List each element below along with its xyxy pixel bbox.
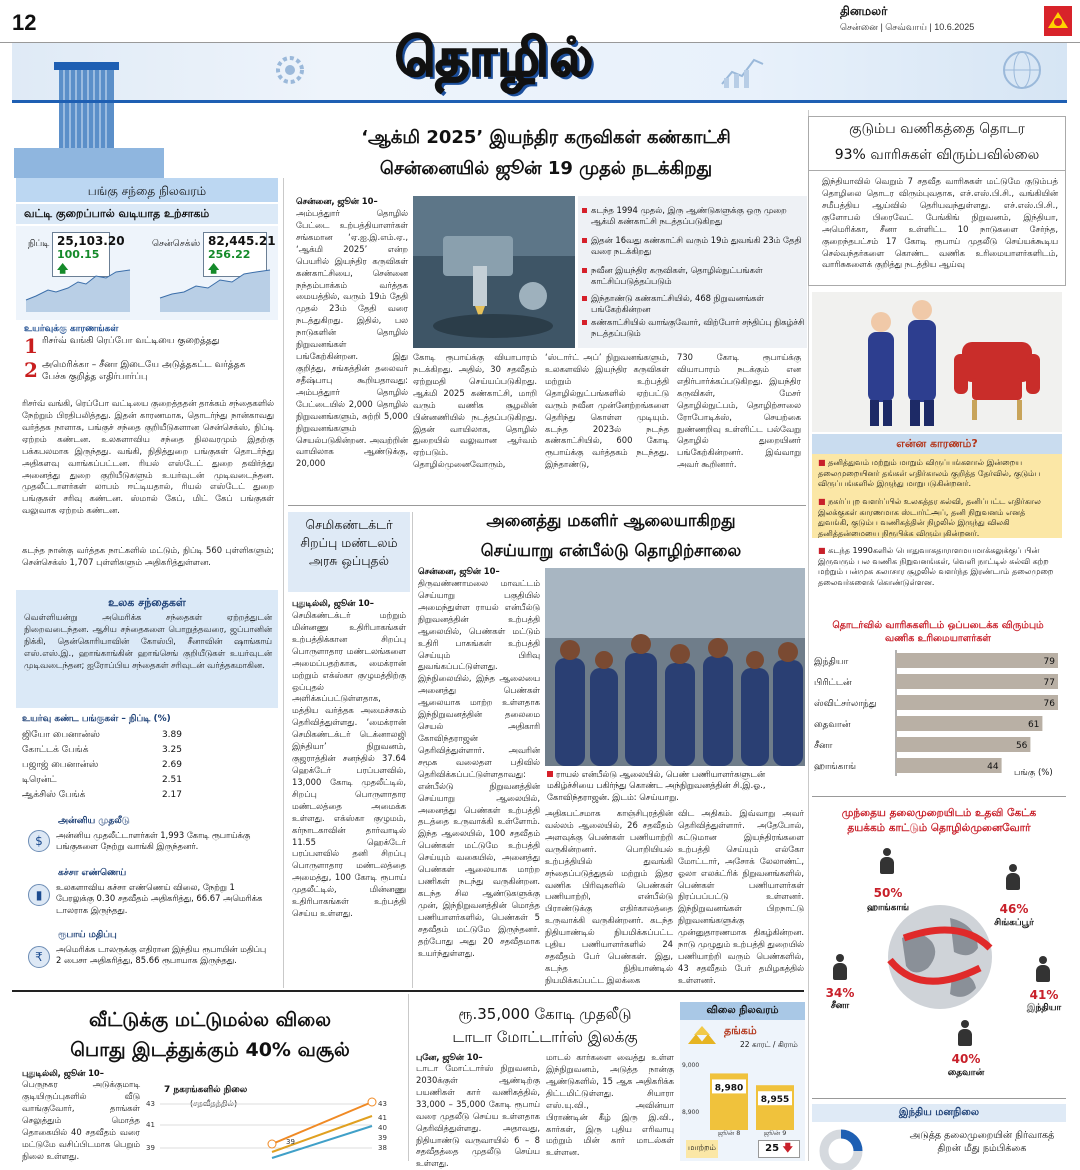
globe-arrows-illustration — [880, 898, 1000, 1016]
gold-value: 8,980 — [714, 1083, 744, 1094]
gold-unit: 22 காரட் / கிராம் — [740, 1040, 798, 1049]
sensex-label: சென்செக்ஸ் — [152, 239, 201, 249]
acme-headline: ‘ஆக்மி 2025’ இயந்திர கருவிகள் கண்காட்சி — [361, 127, 731, 148]
table-row: ஆக்சிஸ் பேங்க் 2.17 — [22, 790, 182, 800]
fii-title: அன்னிய முதலீடு — [58, 816, 130, 826]
sensex-value: 82,445.21 — [208, 234, 276, 248]
section-rule — [12, 990, 804, 992]
fact-item: கண்காட்சியில் வாங்குவோர், விற்போர் சந்திப்பு நிகழ்ச்சி நடத்தப்படும் — [582, 317, 807, 340]
semicon-headline: செமிகண்டக்டர் சிறப்பு மண்டலம் அரசு ஒப்புதல் — [300, 517, 398, 569]
sensex-change: 256.22 🡅 — [208, 248, 251, 275]
reasons-title: உயர்வுக்கு காரணங்கள் — [24, 324, 119, 334]
person-icon — [958, 1020, 972, 1046]
table-row: பஜாஜ் பைனான்ஸ் 2.69 — [22, 760, 182, 770]
nifty-value: 25,103.20 — [57, 234, 125, 248]
women-col-2: அதிகபட்சமாக காஞ்சிபுரத்தின் வல்லம் ஆலையில், 26 சதவீதம் அளவுக்கு பெண்கள் பணியாற்றி வருகின்றனர். பொறியியல் உற்பத்தியில் துவங்கி சந்தைப்படுத்துதல் மற்றும் இதர வணிக பிரிவுகளில் பெண்கள் பணியாற்றி, என்பீல்டு பிராண்டுக்கு எதிர்காலத்தை உருவாக்கி வருகின்றனர். கடந்த நிதியாண்டில் நியமிக்கப்பட்ட புதிய பணியாளர்களில் 24 சதவீதம் பேர் பெண்கள். இது, கடந்த நிதியாண்டில் நியமிக்கப்பட்ட இலக்கை — [545, 808, 673, 985]
fact-item: இந்தாண்டு கண்காட்சியில், 468 நிறுவனங்கள் பங்கேற்கின்றன — [582, 293, 807, 316]
oil-text: உலகளாவிய கச்சா எண்ணெய் விலை, நேற்று 1 பேரலுக்கு 0.30 சதவீதம் அதிகரித்து, 66.67 அமெரிக்க டாலராக இருந்தது. — [56, 882, 263, 915]
reason-item: ■ நகர்ப்புற வளர்ப்பில் உலகத்தர கல்வி, தனிப்பட்ட எதிர்கால இலக்குகள் காரணமாக ஸ்டார்ட்அப், தனி நிறுவனம் எனத் துவங்கி, குடும்ப வணிகத்தின் நிழலில் இருந்து விலகி தனித்தன்மையை நிரூபிக்க விரும்புகின்றனர். — [818, 497, 1041, 538]
svg-text:39: 39 — [286, 1138, 295, 1146]
nifty-change: 100.15 🡅 — [57, 248, 100, 275]
svg-text:39: 39 — [378, 1134, 387, 1142]
plots-chart-title: 7 நகரங்களில் நிலை — [164, 1085, 248, 1095]
down-arrow-icon: 🡇 — [782, 1143, 793, 1154]
family-body: இந்தியாவில் வெறும் 7 சதவீத வாரிசுகள் மட்டுமே குடும்பத் தொழிலை தொடர விரும்புவதாக, எச்.எஸ்.பி.சி., வங்கியின் சமீபத்திய ஆய்வில் தெரியவந்துள்ளது. எச்.எஸ்.பி.சி., குளோபல் பிரைவேட் பேங்கிங் நிறுவனம், இந்தியா, அமெரிக்கா, சீனா உள்ளிட்ட 10 நாடுகளை சேர்ந்த, குறைந்தபட்சம் 17 கோடி ரூபாய் முதலீடு செய்யக்கூடிய செல்வந்தர்களை கொண்ட வணிக உரிமையாளர்களிடம், வாரிசுகளைக் குறித்து நடத்திய ஆய்வு — [822, 176, 1058, 270]
oil-title: கச்சா எண்ணெய் — [58, 868, 127, 878]
value-label: 61 — [1027, 720, 1040, 730]
ask-headline: முந்தைய தலைமுறையிடம் உதவி கேட்க — [841, 807, 1037, 819]
category-label: இந்தியா — [814, 657, 849, 667]
tata-headline: ரூ.35,000 கோடி முதலீடு — [458, 1005, 632, 1023]
bar — [896, 716, 1042, 731]
acme-headline-2: சென்னையில் ஜூன் 19 முதல் நடக்கிறது — [379, 158, 713, 179]
fii-text: அன்னிய முதலீட்டாளர்கள் 1,993 கோடி ரூபாய்க்கு பங்குகளை நேற்று வாங்கி இருந்தனர். — [56, 830, 251, 852]
nifty-label: நிப்டி — [28, 239, 50, 249]
acme-dateline: சென்னை, ஜூன் 10– — [296, 196, 378, 206]
ask-headline-2: தயக்கம் காட்டும் தொழில்முனைவோர் — [847, 822, 1031, 834]
country-label: தைவான் — [947, 1068, 985, 1078]
svg-text:41: 41 — [146, 1121, 155, 1129]
country-label: இந்தியா — [1026, 1003, 1062, 1013]
reason-text: அமெரிக்கா – சீனா இடையே அடுத்தகட்ட வர்த்தக பேச்சு குறித்த எதிர்பார்ப்பு — [42, 360, 246, 383]
percent-label: 34% — [825, 986, 855, 1000]
bar — [896, 758, 1002, 773]
value-label: 79 — [1043, 657, 1055, 667]
acme-col-3: ‘ஸ்டார்ட் அப்’ நிறுவனங்களும், உலகளவில் இயந்திர கருவிகள் மற்றும் உற்பத்தி தொழில்நுட்பங்களில் ஏற்பட்டு வரும் நவீன முன்னேற்றங்களை தெரிந்து கொள்ள முடியும். கடந்த 2023ல் நடந்த கண்காட்சியில், 600 கோடி ரூபாய்க்கு வர்த்தகம் நடந்தது. இந்தாண்டு, — [545, 352, 669, 470]
acme-col-1: அம்பத்துார் தொழில் பேட்டை உற்பத்தியாளர்கள் சங்கமான ‘ஏ.ஐ.இ.எம்.ஏ., ‘ஆக்மி 2025’ என்ற பெயரில் இயந்திர கருவிகள் கண்காட்சியை, சென்னை நந்தம்பாக்கம் வர்த்தக மையத்தில், வரும் 19ம் தேதி முதல் 23ம் தேதி வரை நடத்துகிறது. இதில், பல நாடுகளின் தொழில் நிறுவனங்கள் பங்கேற்கின்றன. இது குறித்து, சங்கத்தின் தலைவர் சதீஷ்பாபு கூறியதாவது: அம்பத்துார் தொழில் பேட்டையில் 2,000 தொழில் நிறுவனங்களும், சுற்றி 5,000 நிறுவனங்களும் செயல்படுகின்றன. அவற்றின் வாயிலாக ஆண்டுக்கு, 20,000 — [296, 208, 408, 469]
family-headline-2: 93% வாரிசுகள் விரும்பவில்லை — [834, 147, 1040, 163]
reason-item: ■ தனித்துவம் மற்றும் மாறும் விருப்பங்களால் இன்றைய தலைமுறையினர் தங்கள் எதிர்காலம் குறித்த தேர்வில், குடும்ப விருப்பங்களில் இருந்து மாறுபடுகின்றனர். — [818, 458, 1041, 489]
tata-dateline: புனே, ஜூன் 10– — [416, 1052, 483, 1062]
category-label: சீனா — [814, 741, 833, 751]
plots-headline: வீட்டுக்கு மட்டுமல்ல விலை — [89, 1009, 331, 1031]
day-label: ஜூன் 9 — [763, 1129, 787, 1137]
banner-rule — [12, 100, 1067, 103]
globe-icon — [1000, 48, 1044, 92]
mind-title: இந்திய மனநிலை — [812, 1104, 1066, 1122]
rupee-text: அமெரிக்க டாலருக்கு எதிரான இந்திய ரூபாயின் மதிப்பு 2 பைசா அதிகரித்து, 85.66 ரூபாயாக இருந்தது. — [56, 944, 267, 966]
up-arrow-icon: 🡅 — [57, 261, 69, 275]
page-number: 12 — [12, 10, 37, 35]
chart-icon — [720, 50, 765, 90]
percent-label: 50% — [873, 886, 903, 900]
gold-value: 8,955 — [760, 1095, 790, 1106]
up-arrow-icon: 🡅 — [208, 261, 220, 275]
tata-col-1: டாடா மோட்டார்ஸ் நிறுவனம், 2030க்குள் ஆண்டிற்கு பயணிகள் கார் வணிகத்தில், 33,000 – 35,000 கோடி ரூபாய் வரை முதலீடு செய்ய உள்ளதாக தெரிவித்துள்ளது. அதாவது, நிதியாண்டு வருவாயில் 6 – 8 சதவீதத்தை முதலீடு செய்ய உள்ளது. — [416, 1063, 540, 1169]
fact-item: நவீன இயந்திர கருவிகள், தொழில்நுட்பங்கள் காட்சிப்படுத்தப்படும் — [582, 265, 807, 288]
oil-barrel-icon: ▮ — [28, 884, 50, 906]
factory-workers-photo — [545, 568, 805, 766]
gear-icon — [270, 50, 310, 90]
percent-label: 41% — [1029, 988, 1059, 1002]
value-label: 44 — [987, 762, 999, 772]
category-label: ஹாங்காங் — [814, 762, 856, 772]
money-icon: $ — [28, 830, 50, 852]
tata-col-2: மாடல் கார்களை வைத்து உள்ள இந்நிறுவனம், அடுத்த நான்கு ஆண்டுகளில், 15 ஆக அதிகரிக்க திட்டமிட்டுள்ளது. சியாரா எஸ்.யு.வி., அவின்யா பிராண்டின் கீழ் இரு இ.வி., கார்கள், இரு புதிய எரிவாயு மற்றும் மின் கார் மாடல்கள் உள்ளன. — [546, 1052, 674, 1158]
gold-change: 25 🡇 — [758, 1140, 800, 1158]
stock-exchange-building-icon — [14, 58, 164, 178]
market-body-2: கடந்த நான்கு வர்த்தக நாட்களில் மட்டும், நிப்டி 560 புள்ளிகளும்; சென்செக்ஸ் 1,707 புள்ளிகளும் அதிகரித்துள்ளன. — [22, 545, 274, 567]
svg-text:43: 43 — [378, 1100, 387, 1108]
bar — [896, 653, 1058, 668]
succession-bar-chart — [812, 650, 1064, 784]
market-subtitle: வட்டி குறைப்பால் வடியாத உற்சாகம் — [16, 204, 278, 224]
plots-chart-subtitle: (சதவீதத்தில்) — [190, 1099, 238, 1108]
percent-label: 40% — [951, 1052, 981, 1066]
svg-text:40: 40 — [378, 1124, 387, 1132]
photo-caption: ராயல் என்பீல்டு ஆலையில், பெண் பணியாளர்களுடன் மகிழ்ச்சியை பகிர்ந்து கொண்ட அந்நிறுவனத்தின் சி.இ.ஓ., கோவிந்தராஜன். இடம்: செய்யாறு. — [547, 769, 766, 802]
fact-item: இதன் 16வது கண்காட்சி வரும் 19ம் துவங்கி 23ம் தேதி வரை நடக்கிறது — [582, 235, 807, 258]
reason-text: ரிசர்வ் வங்கி ரெப்போ வட்டியை குறைத்தது — [42, 336, 220, 346]
chart-unit: பங்கு (%) — [1014, 768, 1053, 778]
category-label: தைவான் — [814, 720, 851, 730]
machine-tool-photo — [413, 196, 575, 348]
gold-bar-chart — [680, 1056, 805, 1136]
family-note: ■ கடந்த 1990களில் பொதுவாகதாராளமயமாக்கலுக்குப் பின் இருவரும் பல வணிக நிறுவனங்கள், வெளி நாட்டில் கல்வி கற்ற மற்றும் பன்முக கலாசார சூழலில் வளர்ந்த இரண்டாம் தலைமுறை தலைவர்களைக் கொண்டுள்ளன. — [818, 546, 1054, 587]
category-label: ஸ்விட்சர்லாந்து — [814, 699, 877, 709]
person-icon — [833, 954, 847, 980]
donut-icon — [818, 1128, 864, 1161]
day-label: ஜூன் 8 — [717, 1129, 741, 1137]
rupee-icon: ₹ — [28, 946, 50, 968]
table-row: ஜியோ பைனான்ஸ் 3.89 — [22, 730, 182, 740]
gold-bars-icon — [686, 1024, 720, 1046]
svg-text:41: 41 — [378, 1114, 387, 1122]
plots-headline-2: பொது இடத்துக்கும் 40% வசூல் — [70, 1039, 350, 1061]
percent-label: 46% — [999, 902, 1029, 916]
country-label: சிங்கப்பூர் — [994, 918, 1034, 928]
section-title: தொழில் — [395, 28, 594, 88]
plots-body: பெருநகர அடுக்குமாடி குடியிருப்புகளில் வீடு வாங்குவோர், தாங்கள் செலுத்தும் மொத்த தொகையில் 40 சதவீதம் வரை மட்டுமே வசிப்பிடமாக பெறும் நிலை உள்ளது. — [22, 1079, 140, 1161]
rupee-title: ரூபாய் மதிப்பு — [58, 930, 117, 940]
person-icon — [1036, 956, 1050, 982]
gold-label: தங்கம் — [724, 1024, 757, 1037]
business-family-illustration — [812, 292, 1062, 432]
reason-heading: என்ன காரணம்? — [812, 434, 1062, 454]
sensex-sparkline — [160, 262, 270, 312]
table-row: டிரென்ட் 2.51 — [22, 775, 182, 785]
table-row: கோட்டக் பேங்க் 3.25 — [22, 745, 182, 755]
value-label: 76 — [1043, 699, 1055, 709]
women-col-3: விட அதிகம். இவ்வாறு அவர் தெரிவித்துள்ளார். அதேபோல், கட்டுமான இயந்திரங்களை உற்பத்தி செய்யும் எல்கோ மோட்டார், அசோக் லேலாண்ட், ஓலா எலக்ட்ரிக் நிறுவனங்களில், பெண்கள் பணியாளர்கள் நிரப்பப்பட்டு உள்ளனர். இந்நிறுவனங்கள் பிறநாட்டு நிறுவனங்களுக்கு முன்னுதாரணமாக திகழ்கின்றன. நாடு முழுதும் உற்பத்தி துறையில் பணியாற்றி வரும் பெண்களில், 43 சதவீதம் பேர் தமிழகத்தில் உள்ளனர். — [678, 808, 804, 985]
caption-marker-icon — [547, 771, 553, 777]
acme-col-2: கோடி ரூபாய்க்கு வியாபாரம் நடக்கிறது. அதில், 30 சதவீதம் ஏற்றுமதி செய்யப்படுகிறது. ஆக்மி 2025 கண்காட்சி, மாறி வரும் வணிக சூழலின் பின்னணியில் நடத்தப்படுகிறது. இதன் வாயிலாக, தொழில் துறையில் வலுவான ஆர்வம் ஏற்படும். தொழில்முனைவோரும், — [413, 352, 537, 470]
reason-number: 2 — [24, 358, 38, 382]
tick-label: 8,900 — [682, 1109, 700, 1117]
svg-text:43: 43 — [146, 1100, 155, 1108]
women-headline-2: செய்யாறு என்பீல்டு தொழிற்சாலை — [480, 541, 742, 560]
category-label: பிரிட்டன் — [814, 678, 852, 688]
women-dateline: சென்னை, ஜூன் 10– — [418, 566, 500, 576]
world-body: வெள்ளியன்று அமெரிக்க சந்தைகள் ஏற்றத்துடன் நிறைவடைந்தன. ஆசிய சந்தைகளை பொறுத்தவரை, ஜப்பானின் நிக்கி, தென்கொரியாவின் கோஸ்பி, சீனாவின் ஷாங்காய் எஸ்.எஸ்.இ., ஹாங்காங்கின் ஹாங்செங் குறியீடுகள் உயர்வுடன் முடிவடைந்தன; ஐரோப்பிய சந்தைகள் சரிவுடன் வர்த்தகமாகின. — [24, 612, 272, 670]
change-label: மாற்றம் — [686, 1140, 718, 1158]
logo-icon — [1044, 6, 1072, 36]
svg-text:38: 38 — [378, 1144, 387, 1152]
bar — [896, 695, 1058, 710]
women-col-1: திருவண்ணாமலை மாவட்டம் செய்யாறு பகுதியில் அமைந்துள்ள ராயல் என்பீல்டு நிறுவனத்தின் உற்பத்தி ஆலையில், பெண்கள் மட்டும் உதிரி பாகங்கள் உற்பத்தி செய்யும் பிரிவு துவங்கப்பட்டுள்ளது. இந்நிலையில், இந்த ஆலையை அனைத்து பெண்கள் ஆலையாக மாற்ற உள்ளதாக இந்நிறுவனத்தின் தலைமை செயல் அதிகாரி கோவிந்தராஜன் தெரிவித்துள்ளார். அவரின் சமூக வலைதள பதிவில் தெரிவிக்கப்பட்டுள்ளதாவது: என்பீல்டு நிறுவனத்தின் செய்யாறு ஆலையில், அனைத்து பெண்கள் உற்பத்தி தடத்தை உருவாக்கி உள்ளோம். இந்த ஆலையில், 100 சதவீதம் பெண்கள் மட்டுமே உற்பத்தி செய்யும் வகையில், அனைத்து பெண்கள் ஆலையாக மாற்ற பணிகள் நடந்து வருகின்றன. கடந்த சில ஆண்டுகளுக்கு முன், இந்நிறுவனத்தின் மொத்த பணியாளர்களில், பெண்கள் 5 சதவீதம் மட்டுமே இருந்தனர். தற்போது அது 20 சதவீதமாக உயர்ந்துள்ளது. — [418, 578, 540, 958]
value-label: 77 — [1043, 678, 1055, 688]
dateline: சென்னை | செவ்வாய் | 10.6.2025 — [840, 22, 975, 32]
nifty-sparkline — [26, 262, 130, 312]
market-body: ரிசர்வ் வங்கி, ரெப்போ வட்டியை குறைத்ததன் தாக்கம் சந்தைகளில் நேற்றும் பிரதிபலித்தது. இதன் காரணமாக, தொடர்ந்து நான்காவது வர்த்தக நாளாக, பங்குச் சந்தை குறியீடுகளான சென்செக்ஸ், நிப்டி ஏற்றம் கண்டன. உலகளாவிய சந்தை நிலவரமும் இதற்கு பக்கபலமாக இருந்தது. வங்கி, நிதித்துறை பங்குகள் தொடர்ந்து அதிகளவு வாங்கப்பட்டன. ரியல் எஸ்டேட் துறை தவிர்த்து அனைத்து துறை குறியீடுகளும் உயர்வுடன் முடிவடைந்தன. முதலீட்டாளர்கள் லாபம் ஈட்டியதால், ரியல் எஸ்டேட் துறை பங்குகள் சரிவு கண்டன. ஸ்மால் கேப், மிட் கேப் பங்குகள் வலுவாக ஏற்றம் கண்டன. — [22, 398, 274, 516]
semicon-body: செமிகண்டக்டர் மற்றும் மின்னணு உதிரிபாகங்கள் உற்பத்திக்கான சிறப்பு பொருளாதார மண்டலங்களை அமைப்பதற்காக, மைக்ரான் மற்றும் எக்ஸ்கா குழுமத்திற்கு ஒப்புதல் அளிக்கப்பட்டுள்ளதாக, மத்திய வர்த்தக அமைச்சகம் தெரிவித்துள்ளது. ‘மைக்ரான் செமிகண்டக்டர் டெக்னாலஜி இந்தியா’ நிறுவனம், குஜராத்தின் சனந்தில் 37.64 ஹெக்டேர் பரப்பளவில், 13,000 கோடி முதலீட்டில், சிறப்பு பொருளாதார மண்டலத்தை அமைக்க உள்ளது. எக்ஸ்கா குழுமம், கர்நாடகாவின் தார்வாடில் 11.55 ஹெக்டேர் பரப்பளவில் தனி சிறப்பு பொருளாதார மண்டலத்தை அமைத்து, 100 கோடி ரூபாய் முதலீட்டில், மின்னணு உதிரிபாகங்கள் உற்பத்தி செய்ய உள்ளது. — [292, 610, 406, 919]
fact-item: கடந்த 1994 முதல், இரு ஆண்டுகளுக்கு ஒரு முறை ஆக்மி கண்காட்சி நடத்தப்படுகிறது — [582, 205, 807, 228]
plots-dateline: புதுடில்லி, ஜூன் 10– — [22, 1068, 104, 1078]
svg-text:39: 39 — [146, 1144, 155, 1152]
bar — [896, 737, 1030, 752]
mind-text: அடுத்த தலைமுறையின் நிர்வாகத் திறன் மீது நம்பிக்கை — [909, 1130, 1055, 1154]
city-trend-chart — [146, 1094, 402, 1161]
gainers-title: உயர்வு கண்ட பங்குகள் – நிப்டி (%) — [22, 714, 171, 724]
acme-col-4: 730 கோடி ரூபாய்க்கு வியாபாரம் நடக்கும் என எதிர்பார்க்கப்படுகிறது. இயந்திர கருவிகள், மேசர் தொழில்நுட்பம், தொழிற்சாலை ரோபோடிக்ஸ், செயற்கை நுண்ணறிவு உள்ளிட்ட பல்வேறு தொழில் துறையினர் பங்கேற்கின்றனர். இவ்வாறு அவர் கூறினார். — [677, 352, 801, 470]
country-label: ஹாங்காங் — [867, 903, 909, 913]
bar — [896, 674, 1058, 689]
masthead: தினமலர் — [840, 4, 888, 18]
reason-number: 1 — [24, 334, 38, 358]
women-headline: அனைத்து மகளிர் ஆலையாகிறது — [486, 511, 736, 530]
tick-label: 9,000 — [682, 1062, 700, 1069]
chart-title: தொடர்வில் வாரிசுகளிடம் ஒப்படைக்க விரும்பும் வணிக உரிமையாளர்கள் — [832, 620, 1044, 644]
person-icon — [1006, 864, 1020, 890]
world-title: உலக சந்தைகள் — [108, 596, 186, 609]
market-section-title: பங்கு சந்தை நிலவரம் — [16, 178, 278, 202]
value-label: 56 — [1015, 741, 1028, 751]
semicon-dateline: புதுடில்லி, ஜூன் 10– — [292, 598, 374, 608]
tata-headline-2: டாடா மோட்டார்ஸ் இலக்கு — [452, 1028, 638, 1046]
price-box-title: விலை நிலவரம் — [680, 1002, 805, 1020]
country-label: சீனா — [830, 1001, 850, 1011]
family-headline: குடும்ப வணிகத்தை தொடர — [849, 121, 1025, 137]
person-icon — [880, 848, 894, 874]
